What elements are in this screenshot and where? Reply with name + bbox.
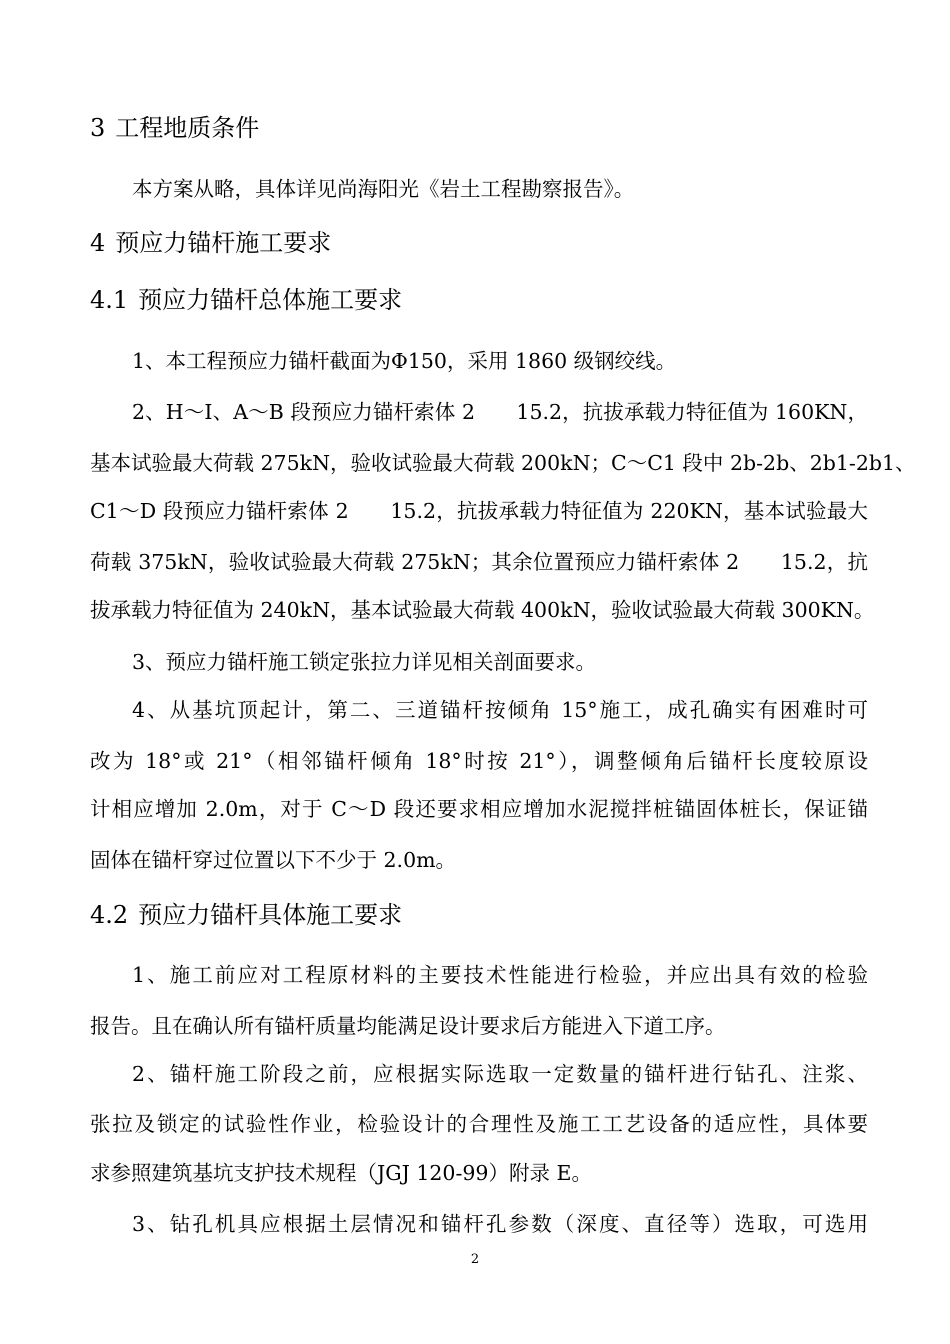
paragraph-line: 张拉及锁定的试验性作业，检验设计的合理性及施工工艺设备的适应性，具体要 bbox=[90, 1112, 868, 1136]
heading-section-3 bbox=[90, 113, 259, 143]
heading-title: 预应力锚杆具体施工要求 bbox=[138, 901, 403, 929]
heading-section-4-1 bbox=[90, 285, 402, 315]
paragraph-line: 拔承载力特征值为 240kN，基本试验最大荷载 400kN，验收试验最大荷载 300KN。 bbox=[90, 598, 875, 622]
paragraph-line: 4、从基坑顶起计，第二、三道锚杆按倾角 15°施工，成孔确实有困难时可 bbox=[132, 698, 868, 722]
heading-number: 4.2 bbox=[90, 901, 129, 929]
paragraph-line: 固体在锚杆穿过位置以下不少于 2.0m。 bbox=[90, 848, 457, 872]
heading-number: 4.1 bbox=[90, 286, 129, 314]
paragraph-line: 荷载 375kN，验收试验最大荷载 275kN；其余位置预应力锚杆索体 2 15.2，抗 bbox=[90, 550, 868, 574]
paragraph-line: 本方案从略，具体详见尚海阳光《岩土工程勘察报告》。 bbox=[132, 177, 635, 201]
heading-number: 4 bbox=[90, 229, 106, 257]
paragraph-line: 基本试验最大荷载 275kN，验收试验最大荷载 200kN；C～C1 段中 2b-2b、2b1-2b1、 bbox=[90, 451, 916, 475]
heading-number: 3 bbox=[90, 114, 106, 142]
paragraph-line: 1、本工程预应力锚杆截面为Φ150，采用 1860 级钢绞线。 bbox=[132, 349, 677, 373]
heading-section-4 bbox=[90, 228, 331, 258]
paragraph-line: 2、锚杆施工阶段之前，应根据实际选取一定数量的锚杆进行钻孔、注浆、 bbox=[132, 1062, 868, 1086]
paragraph-line: 报告。且在确认所有锚杆质量均能满足设计要求后方能进入下道工序。 bbox=[90, 1014, 726, 1038]
paragraph-line: C1～D 段预应力锚杆索体 2 15.2，抗拔承载力特征值为 220KN，基本试验最大 bbox=[90, 499, 868, 523]
paragraph-line: 求参照建筑基坑支护技术规程（JGJ 120-99）附录 E。 bbox=[90, 1161, 592, 1185]
paragraph-line: 改为 18°或 21°（相邻锚杆倾角 18°时按 21°），调整倾角后锚杆长度较原设 bbox=[90, 749, 868, 773]
heading-title: 工程地质条件 bbox=[115, 114, 260, 142]
heading-title: 预应力锚杆施工要求 bbox=[115, 229, 332, 257]
paragraph-line: 2、H～I、A～B 段预应力锚杆索体 2 15.2，抗拔承载力特征值为 160KN， bbox=[132, 400, 868, 424]
heading-section-4-2 bbox=[90, 900, 402, 930]
paragraph-line: 计相应增加 2.0m，对于 C～D 段还要求相应增加水泥搅拌桩锚固体桩长，保证锚 bbox=[90, 797, 868, 821]
paragraph-line: 3、预应力锚杆施工锁定张拉力详见相关剖面要求。 bbox=[132, 650, 597, 674]
heading-title: 预应力锚杆总体施工要求 bbox=[138, 286, 403, 314]
paragraph-line: 3、钻孔机具应根据土层情况和锚杆孔参数（深度、直径等）选取，可选用 bbox=[132, 1212, 868, 1236]
paragraph-line: 1、施工前应对工程原材料的主要技术性能进行检验，并应出具有效的检验 bbox=[132, 963, 868, 987]
page-number: 2 bbox=[470, 1252, 480, 1267]
